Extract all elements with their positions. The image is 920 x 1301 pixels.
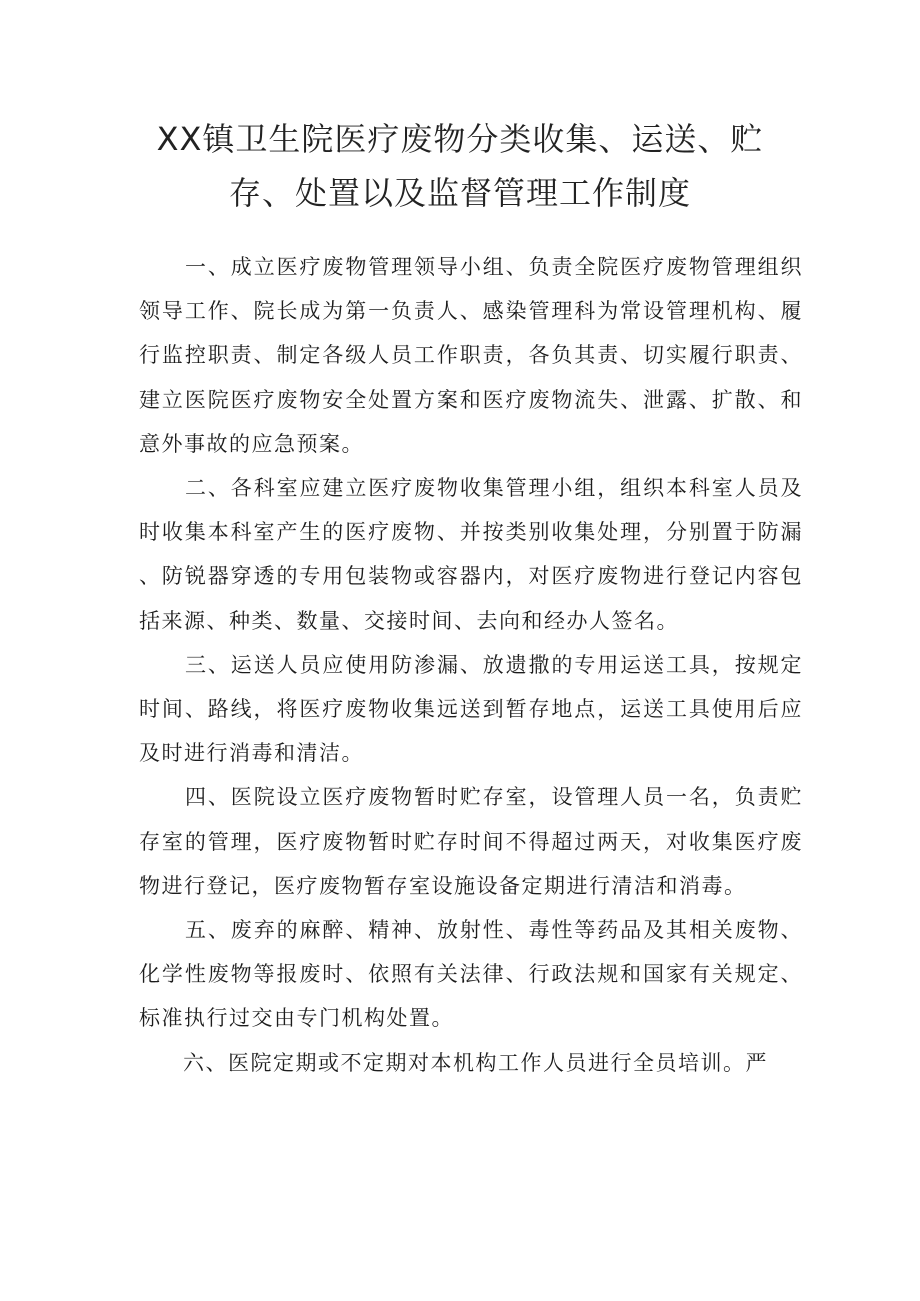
paragraph-6: 六、医院定期或不定期对本机构工作人员进行全员培训。严 [183,1050,768,1075]
paragraph-1: 一、成立医疗废物管理领导小组、负责全院医疗废物管理组织领导工作、院长成为第一负责人、感染管理科为常设管理机构、履行监控职责、制定各级人员工作职责，各负其责、切实履行职责、建立医院医疗废物安全处置方案和医疗废物流失、泄露、扩散、和意外事故的应急预案。 [139,255,803,456]
document-body [139,245,803,1085]
paragraph-2: 二、各科室应建立医疗废物收集管理小组，组织本科室人员及时收集本科室产生的医疗废物、并按类别收集处理，分别置于防漏、防锐器穿透的专用包装物或容器内，对医疗废物进行登记内容包括来源、种类、数量、交接时间、去向和经办人签名。 [139,476,803,633]
document-title [120,112,800,220]
paragraph-3: 三、运送人员应使用防渗漏、放遗撒的专用运送工具，按规定时间、路线，将医疗废物收集远送到暂存地点，运送工具使用后应及时进行消毒和清洁。 [139,652,803,766]
title-line-2: 存、处置以及监督管理工作制度 [228,174,691,212]
title-line-1: XX镇卫生院医疗废物分类收集、运送、贮 [156,120,764,158]
paragraph-4: 四、医院设立医疗废物暂时贮存室，设管理人员一名，负责贮存室的管理，医疗废物暂时贮存时间不得超过两天，对收集医疗废物进行登记，医疗废物暂存室设施设备定期进行清洁和消毒。 [139,785,803,898]
paragraph-5: 五、废弃的麻醉、精神、放射性、毒性等药品及其相关废物、化学性废物等报废时、依照有关法律、行政法规和国家有关规定、标准执行过交由专门机构处置。 [139,918,803,1031]
